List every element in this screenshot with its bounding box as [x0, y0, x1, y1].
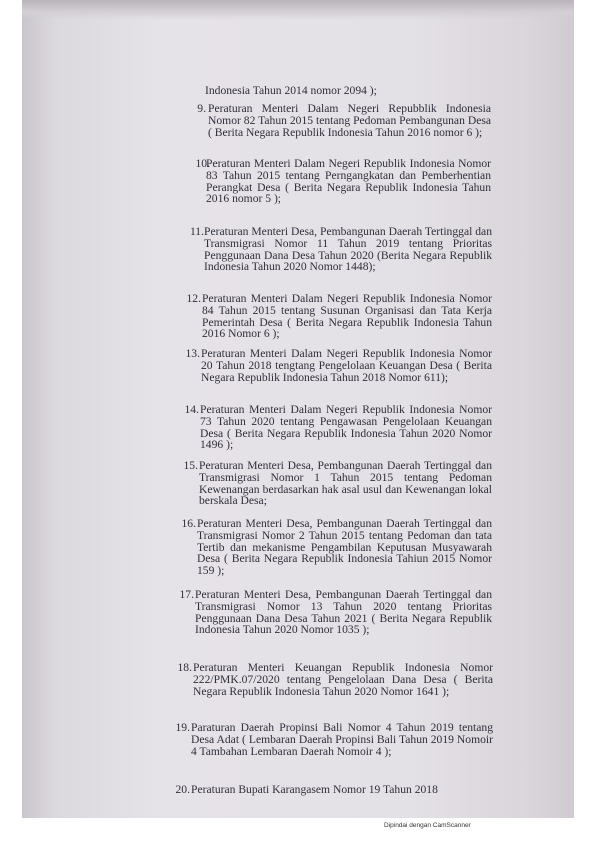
list-item-text: Peraturan Menteri Desa, Pembangunan Daerah Tertinggal dan Transmigrasi Nomor 1 Tahun 2015 tentang Pedoman Kewenangan berdasarkan hak asal usul dan Kewenangan lokal berskala Desa;	[199, 459, 492, 508]
list-item-number: 16.	[181, 517, 196, 530]
list-item-number: 19.	[175, 721, 190, 734]
list-item-number: 14.	[184, 403, 199, 416]
list-item-number: 11.	[189, 225, 204, 238]
camscanner-watermark: Dipindai dengan CamScanner	[384, 822, 471, 829]
list-item-text: Peraturan Menteri Keuangan Republik Indonesia Nomor 222/PMK.07/2020 tentang Pengelolaan Dana Desa ( Berita Negara Republik Indonesia Tahun 2020 Nomor 1641 );	[193, 661, 493, 698]
list-item-text: Paraturan Daerah Propinsi Bali Nomor 4 Tahun 2019 tentang Desa Adat ( Lembaran Daerah Propinsi Bali Tahun 2019 Nomoir 4 Tambahan Lembaran Daerah Nomoir 4 );	[191, 721, 493, 758]
list-item-text: Peraturan Menteri Dalam Negeri Republik Indonesia Nomor 83 Tahun 2015 tentang Perngangkatan dan Pemberhentian Perangkat Desa ( Berita Negara Republik Indonesia Tahun 2016 nomor 5 );	[206, 157, 491, 206]
list-item-text: Peraturan Menteri Dalam Negeri Repubblik Indonesia Nomor 82 Tahun 2015 tentang Pedoman Pembangunan Desa ( Berita Negara Republik Indonesia Tahun 2016 nomor 6 );	[208, 102, 491, 139]
list-item-text: Peraturan Menteri Desa, Pembangunan Daerah Tertinggal dan Transmigrasi Nomor 2 Tahun 2015 tentang Pedoman dan tata Tertib dan mekanisme Pengambilan Keputusan Musyawarah Desa ( Berita Negara Republik Indonesia Tahiun 2015 Nomor 159 );	[197, 517, 492, 578]
list-item-number: 20.	[175, 783, 190, 796]
list-item-text: Peraturan Menteri Desa, Pembangunan Daerah Tertinggal dan Transmigrasi Nomor 11 Tahun 2019 tentang Prioritas Penggunaan Dana Desa Tahun 2020 (Berita Negara Republik Indonesia Tahun 2020 Nomor 1448);	[204, 225, 492, 274]
list-item-text: Peraturan Menteri Desa, Pembangunan Daerah Tertinggal dan Transmigrasi Nomor 13 Tahun 2020 tentang Prioritas Penggunaan Dana Desa Tahun 2021 ( Berita Negara Republik Indonesia Tahun 2020 Nomor 1035 );	[195, 588, 492, 637]
list-item-text: Peraturan Menteri Dalam Negeri Republik Indonesia Nomor 20 Tahun 2018 tengtang Pengelolaan Keuangan Desa ( Berita Negara Republik Indonesia Tahun 2018 Nomor 611);	[201, 347, 492, 384]
list-item-text: Peraturan Bupati Karangasem Nomor 19 Tahun 2018	[191, 783, 438, 796]
list-item-number: 12.	[186, 292, 201, 305]
list-item-number: 10.	[195, 157, 210, 170]
list-item-number: 13.	[185, 347, 200, 360]
list-item-text: Peraturan Menteri Dalam Negeri Republik Indonesia Nomor 84 Tahun 2015 tentang Susunan Organisasi dan Tata Kerja Pemerintah Desa ( Berita Negara Republik Indonesia Tahun 2016 Nomor 6 );	[202, 292, 492, 341]
continuation-line: Indonesia Tahun 2014 nomor 2094 );	[205, 84, 377, 97]
list-item-number: 17.	[179, 588, 194, 601]
list-item-text: Peraturan Menteri Dalam Negeri Republik Indonesia Nomor 73 Tahun 2020 tentang Pengawasan Pengelolaan Keuangan Desa ( Berita Negara Republik Indonesia Tahun 2020 Nomor 1496 );	[200, 403, 492, 452]
list-item-number: 15.	[183, 459, 198, 472]
list-item-number: 9.	[197, 102, 206, 115]
scanned-document	[22, 0, 574, 818]
list-item-number: 18.	[177, 661, 192, 674]
